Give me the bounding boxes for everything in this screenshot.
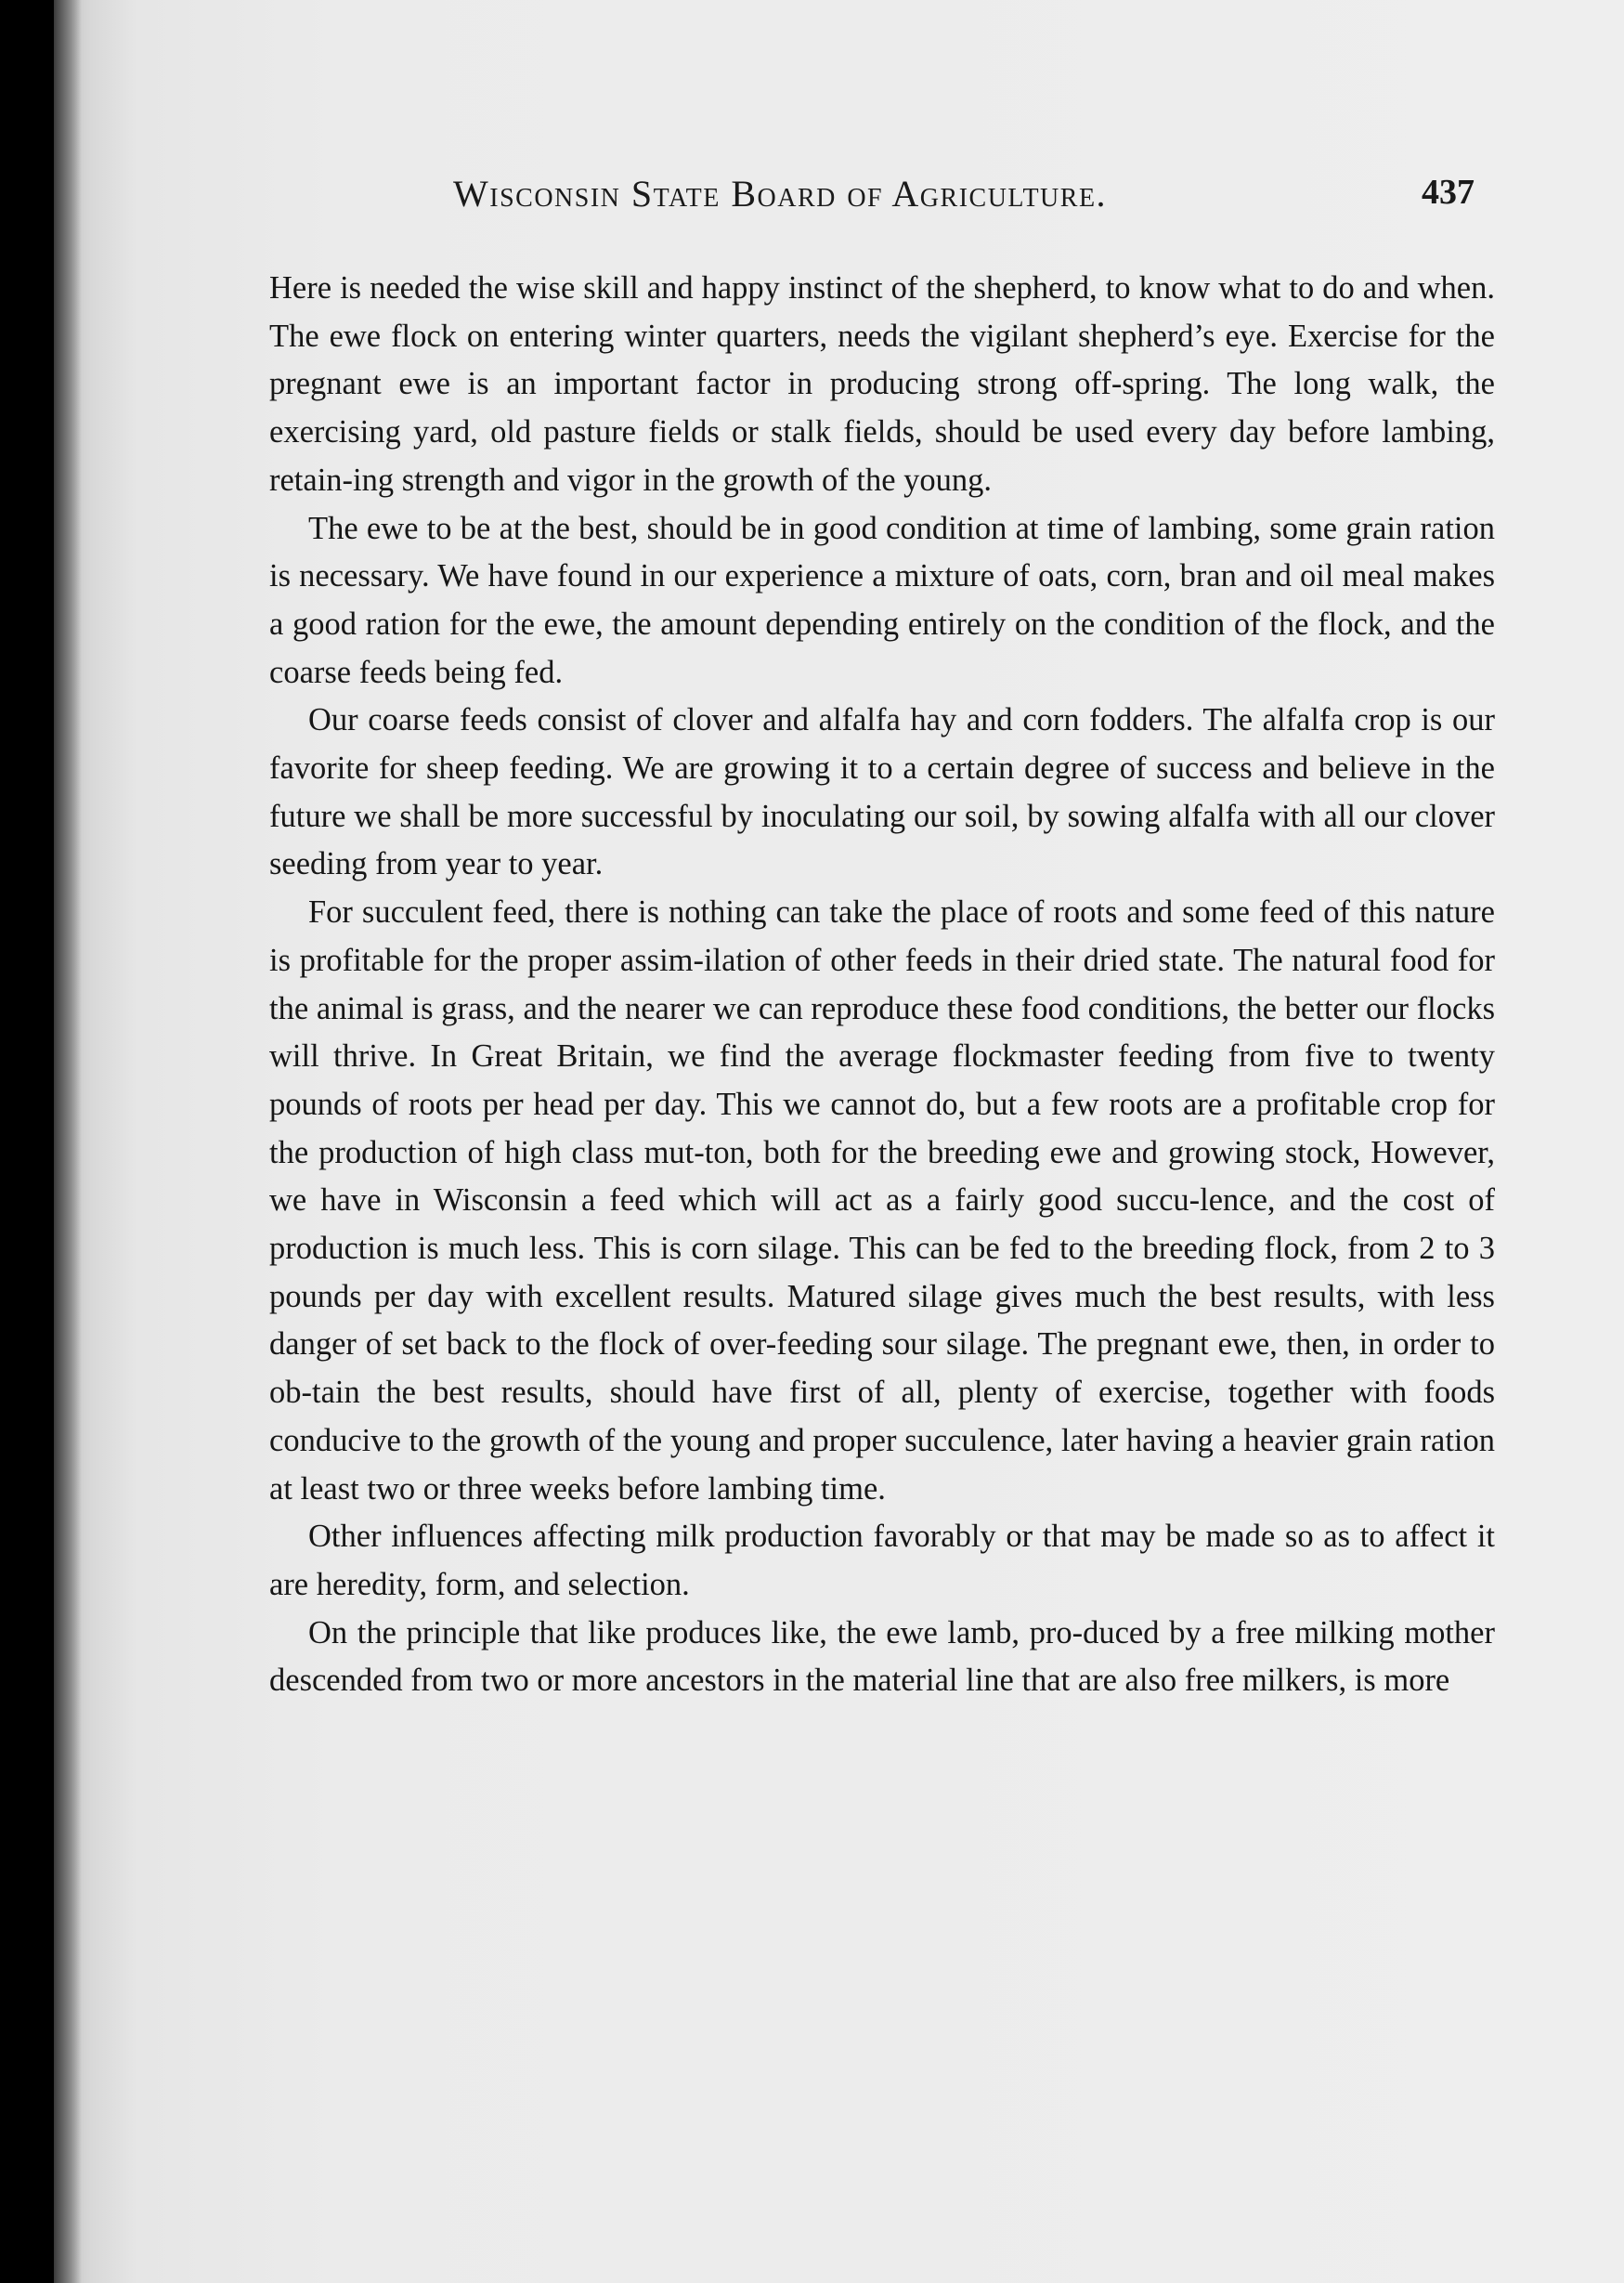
- page-header: [453, 172, 1475, 228]
- paragraph-shepherd-skill: Here is needed the wise skill and happy instinct of the shepherd, to know what to do and when. The ewe flock on entering winter quarters, needs the vigilant shepherd’s eye. Exercise for the pregnant ewe is an important factor in producing strong off-spring. The long walk, the exercising yard, old pasture fields or stalk fields, should be used every day before lambing, retain-ing strength and vigor in the growth of the young.: [269, 270, 1495, 498]
- body-text: [269, 265, 1495, 1705]
- paragraph-coarse-feeds: Our coarse feeds consist of clover and alfalfa hay and corn fodders. The alfalfa crop is our favorite for sheep feeding. We are growing it to a certain degree of success and believe in the future we shall be more successful by inoculating our soil, by sowing alfalfa with all our clover seeding from year to year.: [269, 702, 1495, 882]
- paragraph-ewe-condition: The ewe to be at the best, should be in good condition at time of lambing, some grain ration is necessary. We have found in our experience a mixture of oats, corn, bran and oil meal makes a good ration for the ewe, the amount depending entirely on the condition of the flock, and the coarse feeds being fed.: [269, 510, 1495, 690]
- paragraph-succulent-feed: For succulent feed, there is nothing can take the place of roots and some feed of this nature is profitable for the proper assim-ilation of other feeds in their dried state. The natural food for the animal is grass, and the nearer we can reproduce these food conditions, the better our flocks will thrive. In Great Britain, we find the average flockmaster feeding from five to twenty pounds of roots per head per day. This we cannot do, but a few roots are a profitable crop for the production of high class mut-ton, both for the breeding ewe and growing stock, However, we have in Wisconsin a feed which will act as a fairly good succu-lence, and the cost of production is much less. This is corn silage. This can be fed to the breeding flock, from 2 to 3 pounds per day with excellent results. Matured silage gives much the best results, with less danger of set back to the flock of over-feeding sour silage. The pregnant ewe, then, in order to ob-tain the best results, should have first of all, plenty of exercise, together with foods conducive to the growth of the young and proper succulence, later having a heavier grain ration at least two or three weeks before lambing time.: [269, 894, 1495, 1507]
- running-title: Wisconsin State Board of Agriculture.: [453, 173, 1108, 215]
- paragraph-like-produces-like: On the principle that like produces like, the ewe lamb, pro-duced by a free milking mother descended from two or more ancestors in the material line that are also free milkers, is more: [269, 1614, 1495, 1699]
- paragraph-other-influences: Other influences affecting milk production favorably or that may be made so as to affect it are heredity, form, and selection.: [269, 1519, 1495, 1602]
- book-gutter-shadow: [54, 0, 82, 2283]
- book-page: [54, 0, 1624, 2283]
- page-number: 437: [1422, 173, 1475, 212]
